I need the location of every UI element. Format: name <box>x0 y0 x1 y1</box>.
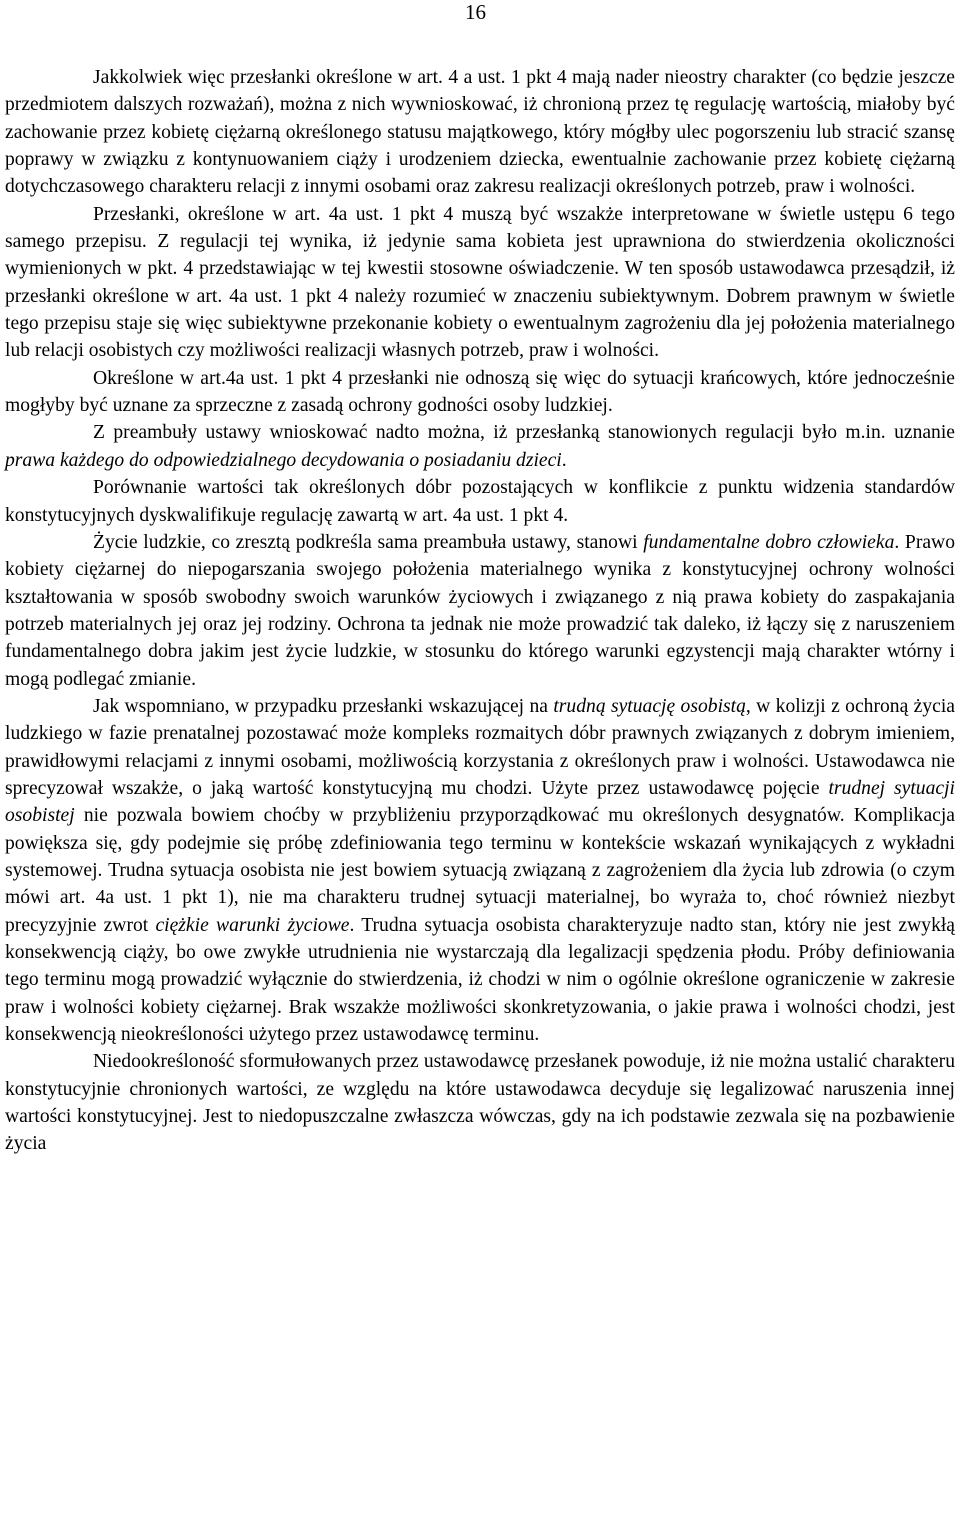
paragraph <box>5 64 955 201</box>
paragraph <box>5 419 955 474</box>
paragraph <box>5 529 955 693</box>
text-run: Przesłanki, określone w art. 4a ust. 1 pkt 4 muszą być wszakże interpretowane w świetle ustępu 6 tego samego przepisu. Z regulacji tej wynika, iż jedynie sama kobieta jest uprawniona do stwierdzenia okoliczności wymienionych w pkt. 4 przedstawiając w tej kwestii stosowne oświadczenie. W ten sposób ustawodawca przesądził, iż przesłanki określone w art. 4a ust. 1 pkt 4 należy rozumieć w znaczeniu subiektywnym. Dobrem prawnym w świetle tego przepisu staje się więc subiektywne przekonanie kobiety o ewentualnym zagrożeniu dla jej położenia materialnego lub relacji osobistych czy możliwości realizacji własnych potrzeb, praw i wolności. <box>5 203 955 362</box>
text-run: . Prawo kobiety ciężarnej do niepogarszania swojego położenia materialnego wynika z konstytucyjnej ochrony wolności kształtowania w sposób swobodny swoich warunków życiowych i związanego z nią prawa kobiety do zaspakajania potrzeb materialnych jej oraz jej rodziny. Ochrona ta jednak nie może prowadzić tak daleko, iż łączy się z naruszeniem fundamentalnego dobra jakim jest życie ludzkie, w stosunku do którego warunki egzystencji mają charakter wtórny i mogą podlegać zmianie. <box>5 531 956 690</box>
text-run: Z preambuły ustawy wnioskować nadto można, iż przesłanką stanowionych regulacji było m.in. uznanie <box>93 422 955 444</box>
paragraph <box>5 693 955 1048</box>
italic-phrase: prawa każdego do odpowiedzialnego decydowania o posiadaniu dzieci <box>5 449 562 471</box>
italic-phrase: ciężkie warunki życiowe <box>155 914 350 936</box>
page-number: 16 <box>465 0 486 24</box>
text-run: Jak wspomniano, w przypadku przesłanki wskazującej na <box>93 695 554 717</box>
paragraph <box>5 365 955 420</box>
paragraph <box>5 201 955 365</box>
document-body <box>5 64 955 1158</box>
text-run: . <box>561 449 567 471</box>
paragraph <box>5 474 955 529</box>
text-run: , w kolizji z ochroną życia ludzkiego w fazie prenatalnej pozostawać może kompleks rozmaitych dóbr prawnych związanych z dobrym imieniem, prawidłowymi relacjami z innymi osobami, możliwością korzystania z określonych praw i wolności. Ustawodawca nie sprecyzował wszakże, o jaką wartość konstytucyjną mu chodzi. Użyte przez ustawodawcę pojęcie <box>5 695 955 799</box>
text-run: Jakkolwiek więc przesłanki określone w art. 4 a ust. 1 pkt 4 mają nader nieostry charakter (co będzie jeszcze przedmiotem dalszych rozważań), można z nich wywnioskować, iż chronioną przez tę regulację wartością, miałoby być zachowanie przez kobietę ciężarną określonego statusu majątkowego, który mógłby ulec pogorszeniu lub stracić szansę poprawy w związku z kontynuowaniem ciąży i urodzeniem dziecka, ewentualnie zachowanie przez kobietę ciężarną dotychczasowego charakteru relacji z innymi osobami oraz zakresu realizacji określonych potrzeb, praw i wolności. <box>5 67 955 198</box>
paragraph <box>5 1048 955 1157</box>
text-run: Życie ludzkie, co zresztą podkreśla sama preambuła ustawy, stanowi <box>93 531 644 553</box>
italic-phrase: trudną sytuację osobistą <box>553 695 746 717</box>
text-run: . Trudna sytuacja osobista charakteryzuje nadto stan, który nie jest zwykłą konsekwencją ciąży, bo owe zwykłe utrudnienia nie wystarczają dla legalizacji spędzenia płodu. Próby definiowania tego terminu mogą prowadzić wyłącznie do stwierdzenia, iż chodzi w nim o ogólnie określone ograniczenie w zakresie praw i wolności kobiety ciężarnej. Brak wszakże możliwości skonkretyzowania, o jakie prawa i wolności chodzi, jest konsekwencją nieokreśloności użytego przez ustawodawcę terminu. <box>5 914 956 1046</box>
text-run: Niedookreśloność sformułowanych przez ustawodawcę przesłanek powoduje, iż nie można ustalić charakteru konstytucyjnie chronionych wartości, ze względu na które ustawodawca decyduje się legalizować naruszenia innej wartości konstytucyjnej. Jest to niedopuszczalne zwłaszcza wówczas, gdy na ich podstawie zezwala się na pozbawienie życia <box>5 1051 955 1155</box>
italic-phrase: trudnej sytuacji osobistej <box>5 777 955 827</box>
text-run: nie pozwala bowiem choćby w przybliżeniu przyporządkować mu określonych desygnatów. Komplikacja powiększa się, gdy podejmie się próbę zdefiniowania tego terminu w kontekście wskazań wynikających z wykładni systemowej. Trudna sytuacja osobista nie jest bowiem sytuacją związaną z zagrożeniem dla życia lub zdrowia (o czym mówi art. 4a ust. 1 pkt 1), nie ma charakteru trudnej sytuacji materialnej, bo wyraża to, choć również niezbyt precyzyjnie zwrot <box>5 805 955 936</box>
italic-phrase: fundamentalne dobro człowieka <box>643 531 895 553</box>
text-run: Porównanie wartości tak określonych dóbr pozostających w konflikcie z punktu widzenia standardów konstytucyjnych dyskwalifikuje regulację zawartą w art. 4a ust. 1 pkt 4. <box>5 477 955 526</box>
text-run: Określone w art.4a ust. 1 pkt 4 przesłanki nie odnoszą się więc do sytuacji krańcowych, które jednocześnie mogłyby być uznane za sprzeczne z zasadą ochrony godności osoby ludzkiej. <box>5 367 955 417</box>
